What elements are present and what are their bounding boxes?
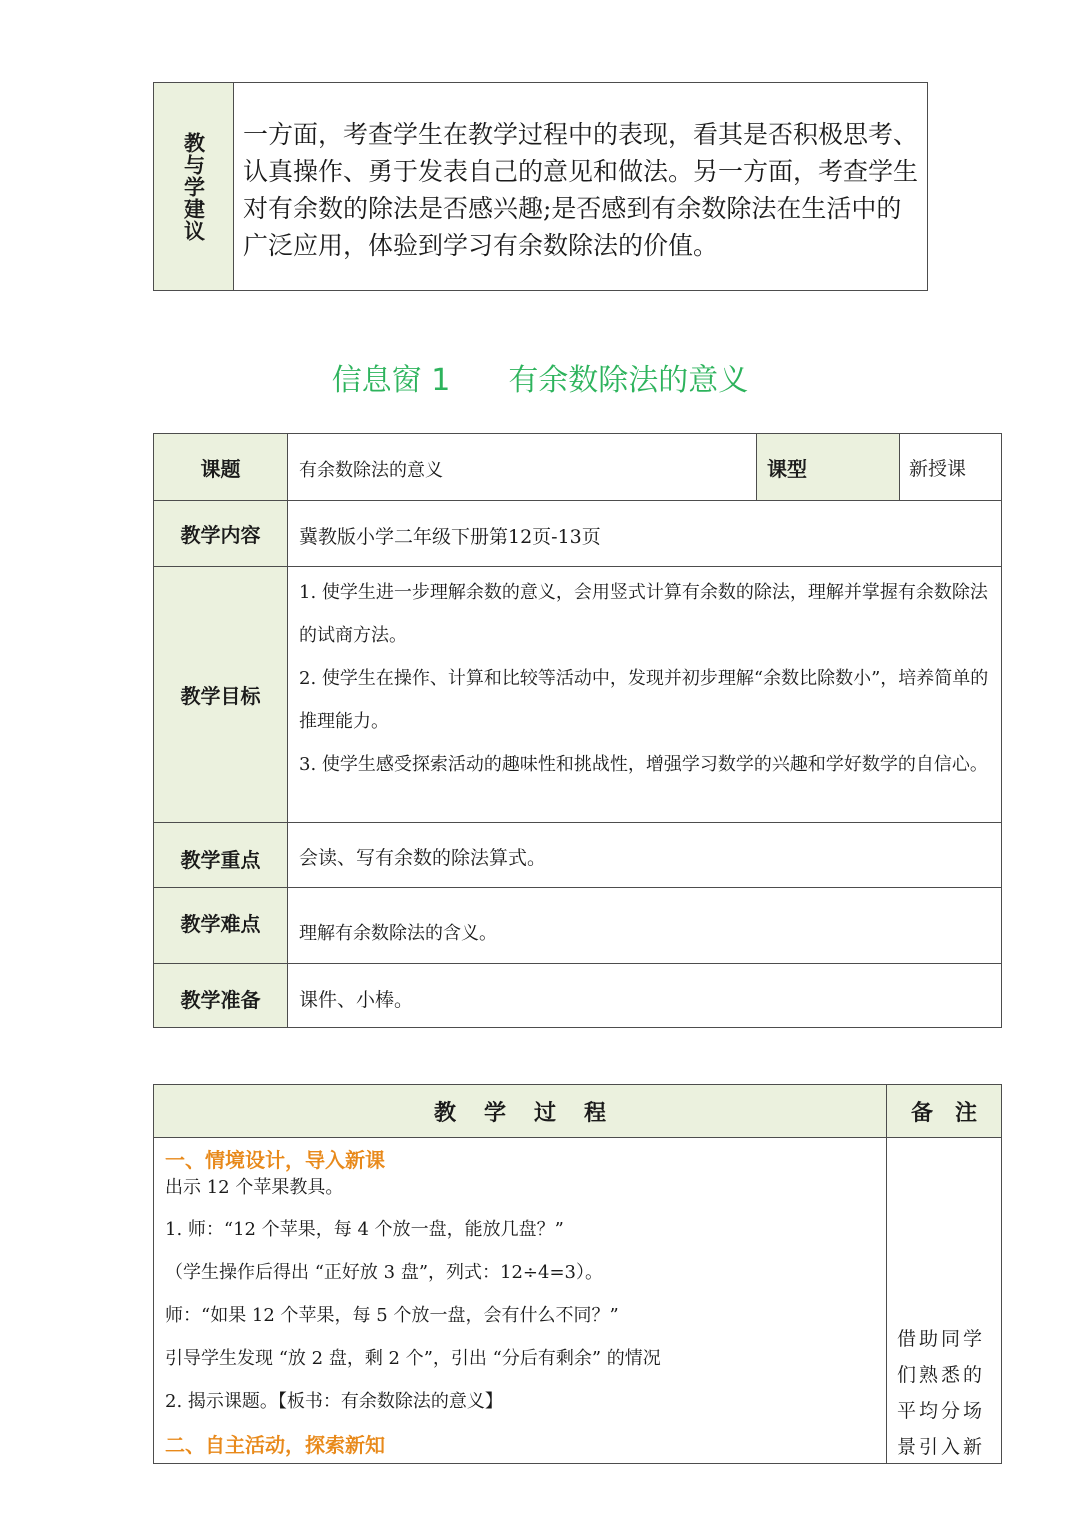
process-line-5: 引导学生发现 “放 2 盘，剩 2 个”，引出 “分后有剩余” 的情况 <box>165 1348 661 1369</box>
key-label: 教学重点 <box>153 822 288 888</box>
process-line-2: 1. 师：“12 个苹果，每 4 个放一盘，能放几盘？” <box>165 1219 564 1240</box>
notes-header: 备注 <box>886 1084 1002 1138</box>
process-line-6: 2. 揭示课题。【板书：有余数除法的意义】 <box>165 1391 503 1412</box>
topic-value: 有余数除法的意义 <box>287 433 757 501</box>
notes-body <box>886 1137 1002 1464</box>
goals-label: 教学目标 <box>153 566 288 823</box>
page-title <box>0 355 1080 399</box>
prep-label: 教学准备 <box>153 963 288 1028</box>
section-heading-1: 一、情境设计，导入新课 <box>165 1148 385 1172</box>
prep-value: 课件、小棒。 <box>287 963 1002 1028</box>
suggestion-label: 教与学建议 <box>181 131 207 242</box>
suggestion-text: 一方面，考查学生在教学过程中的表现，看其是否积极思考、认真操作、勇于发表自己的意见和做法。另一方面，考查学生对有余数的除法是否感兴趣;是否感到有余数除法在生活中的广泛应用，体验到学习有余数除法的价值。 <box>243 120 919 260</box>
type-value: 新授课 <box>899 433 1002 501</box>
process-table <box>153 1084 1002 1464</box>
content-value: 冀教版小学二年级下册第12页-13页 <box>287 500 1002 567</box>
goals-cell <box>287 566 1002 823</box>
goal-item-3: 3. 使学生感受探索活动的趣味性和挑战性，增强学习数学的兴趣和学好数学的自信心。 <box>299 754 988 775</box>
key-value: 会读、写有余数的除法算式。 <box>287 822 1002 888</box>
process-header: 教学过程 <box>153 1084 887 1138</box>
title-part1: 信息窗 1 <box>331 363 451 398</box>
title-part2: 有余数除法的意义 <box>508 363 749 398</box>
section-heading-2: 二、自主活动，探索新知 <box>165 1433 385 1457</box>
process-line-1: 出示 12 个苹果教具。 <box>165 1177 344 1198</box>
goal-item-1: 1. 使学生进一步理解余数的意义，会用竖式计算有余数的除法，理解并掌握有余数除法的试商方法。 <box>299 582 988 646</box>
topic-label: 课题 <box>153 433 288 501</box>
difficulty-label: 教学难点 <box>153 887 288 964</box>
info-table <box>153 433 1002 1028</box>
process-line-3: （学生操作后得出 “正好放 3 盘”，列式：12÷4=3）。 <box>165 1262 603 1283</box>
suggestion-table <box>153 82 928 291</box>
difficulty-value: 理解有余数除法的含义。 <box>287 887 1002 964</box>
note-text: 借助同学们熟悉的平均分场景引入新 <box>897 1328 986 1458</box>
suggestion-label-cell <box>154 83 234 290</box>
goal-item-2: 2. 使学生在操作、计算和比较等活动中，发现并初步理解“余数比除数小”，培养简单的推理能力。 <box>299 668 989 732</box>
type-label: 课型 <box>756 433 900 501</box>
process-line-4: 师：“如果 12 个苹果，每 5 个放一盘，会有什么不同？” <box>165 1305 619 1326</box>
process-body <box>153 1137 887 1464</box>
content-label: 教学内容 <box>153 500 288 567</box>
